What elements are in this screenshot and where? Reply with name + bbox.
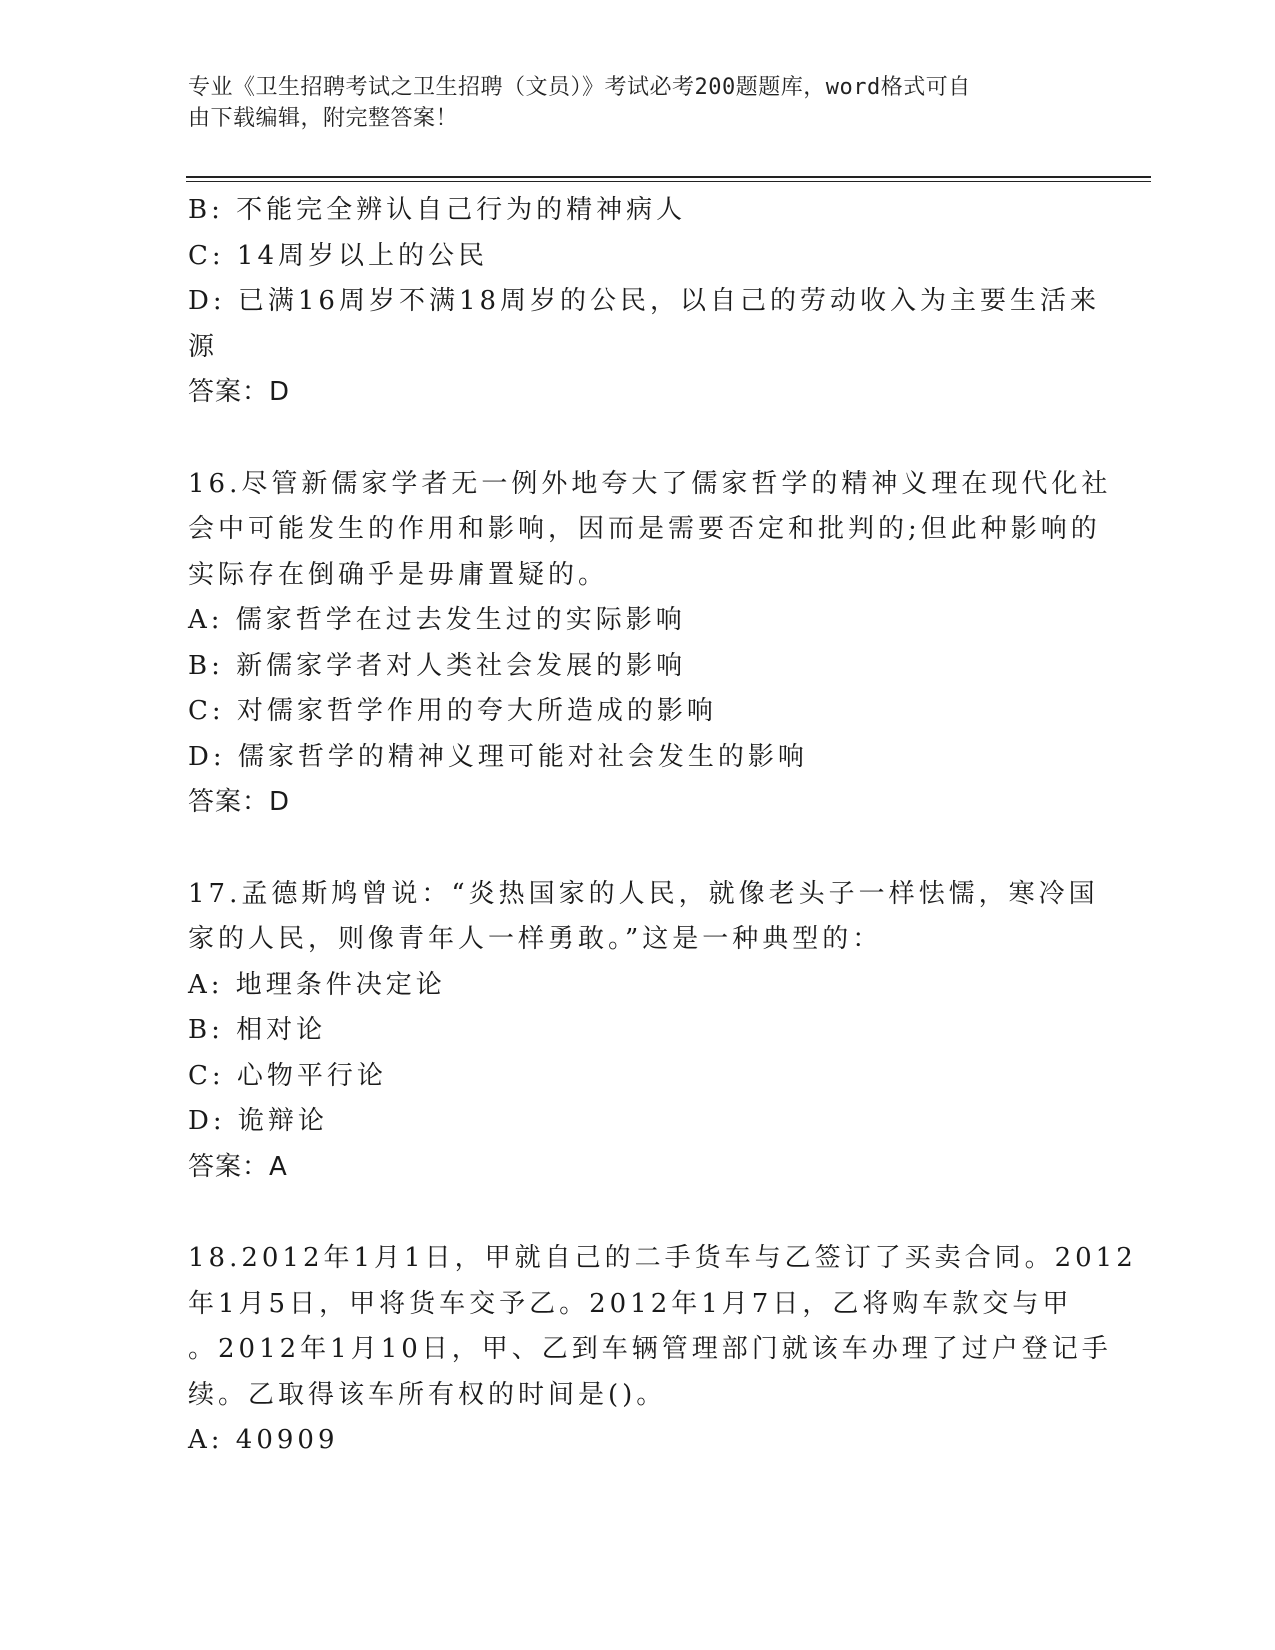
answer: 答案：D: [188, 787, 291, 817]
option-d: D: 儒家哲学的精神义理可能对社会发生的影响: [188, 741, 808, 772]
answer: 答案：A: [188, 1151, 288, 1182]
question-content: [188, 188, 1137, 1464]
option-d-continued: 源: [188, 331, 219, 362]
question-stem: 续。乙取得该车所有权的时间是()。: [188, 1379, 667, 1410]
option-d: D: 已满16周岁不满18周岁的公民，以自己的劳动收入为主要生活来: [188, 286, 1101, 316]
header-rule-thick: [186, 176, 1151, 178]
header-line-2: 由下载编辑，附完整答案！: [188, 106, 459, 131]
option-c: C: 14周岁以上的公民: [188, 240, 489, 271]
header-rule-thin: [186, 181, 1151, 182]
question-stem: 16.尽管新儒家学者无一例外地夸大了儒家哲学的精神义理在现代化社: [188, 468, 1112, 499]
question-17: [188, 872, 1099, 1191]
option-c: C: 心物平行论: [188, 1060, 387, 1091]
option-b: B: 相对论: [188, 1015, 327, 1045]
question-stem: 18.2012年1月1日，甲就自己的二手货车与乙签订了买卖合同。2012: [188, 1243, 1137, 1273]
question-stem: 实际存在倒确乎是毋庸置疑的。: [188, 559, 609, 590]
answer: 答案：D: [188, 377, 291, 407]
question-stem: 17.孟德斯鸠曾说：“炎热国家的人民，就像老头子一样怯懦，寒冷国: [188, 878, 1099, 909]
option-a: A: 地理条件决定论: [188, 969, 446, 1000]
option-c: C: 对儒家哲学作用的夸大所造成的影响: [188, 696, 717, 726]
question-stem: 。2012年1月10日，甲、乙到车辆管理部门就该车办理了过户登记手: [188, 1334, 1112, 1364]
question-stem: 会中可能发生的作用和影响，因而是需要否定和批判的;但此种影响的: [188, 514, 1101, 544]
header-line-1: 专业《卫生招聘考试之卫生招聘（文员）》考试必考200题题库，word格式可自: [188, 75, 971, 100]
question-18: [188, 1236, 1137, 1464]
option-d: D: 诡辩论: [188, 1106, 328, 1136]
question-stem: 年1月5日，甲将货车交予乙。2012年1月7日，乙将购车款交与甲: [188, 1288, 1073, 1319]
option-a: A: 儒家哲学在过去发生过的实际影响: [188, 605, 686, 635]
document-header: [188, 72, 1088, 134]
option-b: B: 不能完全辨认自己行为的精神病人: [188, 195, 687, 225]
option-b: B: 新儒家学者对人类社会发展的影响: [188, 650, 687, 681]
question-16: [188, 462, 1112, 826]
question-15: [188, 188, 1101, 416]
question-stem: 家的人民，则像青年人一样勇敢。”这是一种典型的：: [188, 924, 883, 954]
option-a: A: 40909: [188, 1425, 339, 1455]
